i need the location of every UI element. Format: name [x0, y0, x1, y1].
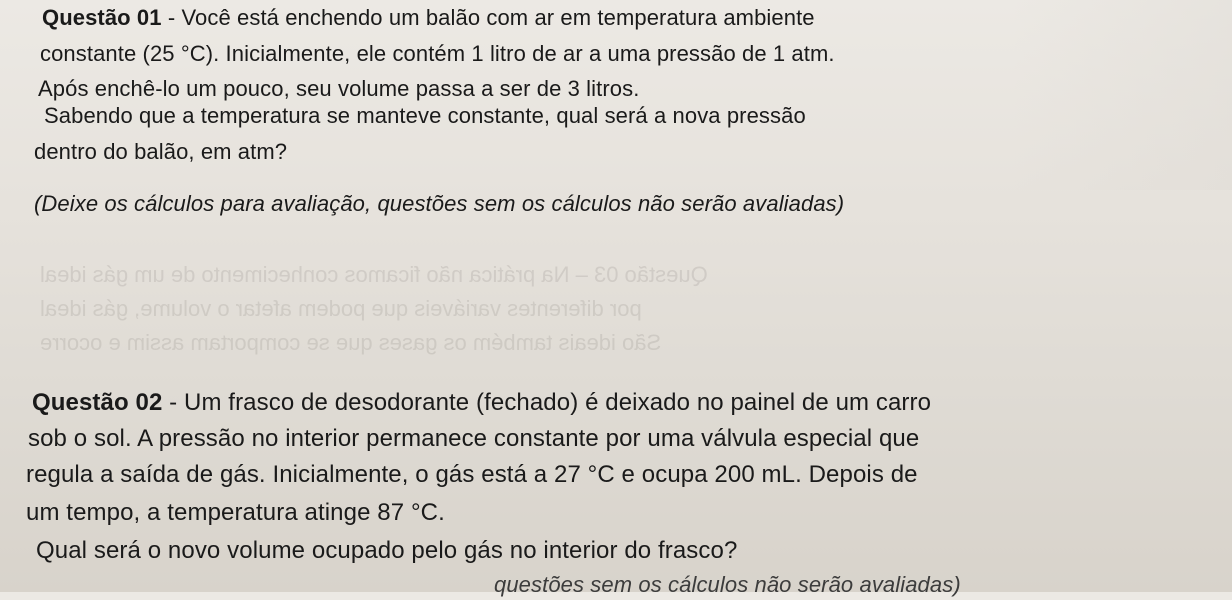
- bleed-through-text: São ideais também os gases que se comportam assim e ocorre: [40, 330, 662, 355]
- question-1-line-1: [42, 4, 815, 32]
- question-2-line-5: Qual será o novo volume ocupado pelo gás no interior do frasco?: [36, 537, 738, 564]
- question-2-heading: Questão 02: [32, 389, 163, 416]
- question-2-text: - Um frasco de desodorante (fechado) é deixado no painel de um carro: [162, 389, 932, 416]
- question-1-line-5: dentro do balão, em atm?: [34, 139, 288, 164]
- question-2-line-4: um tempo, a temperatura atinge 87 °C.: [26, 499, 445, 526]
- bleed-through-text: por diferentes variáveis que podem afetar o volume, gás ideal: [40, 296, 642, 321]
- question-1-line-2: constante (25 °C). Inicialmente, ele contém 1 litro de ar a uma pressão de 1 atm.: [40, 41, 835, 66]
- question-2-line-3: regula a saída de gás. Inicialmente, o gás está a 27 °C e ocupa 200 mL. Depois de: [26, 461, 918, 488]
- bleed-through-text: Questão 03 – Na prática não ficamos conhecimento de um gás ideal: [40, 262, 708, 287]
- question-2-line-2: sob o sol. A pressão no interior permanece constante por uma válvula especial que: [28, 425, 920, 452]
- question-1-instruction: (Deixe os cálculos para avaliação, questões sem os cálculos não serão avaliadas): [34, 191, 845, 216]
- page-shading: [1012, 0, 1232, 190]
- question-1-heading: Questão 01: [42, 5, 162, 30]
- question-1-text: - Você está enchendo um balão com ar em temperatura ambiente: [161, 5, 815, 30]
- question-1-line-3: Após enchê-lo um pouco, seu volume passa a ser de 3 litros.: [38, 76, 640, 101]
- question-2-instruction-partial: questões sem os cálculos não serão avaliadas): [494, 572, 961, 597]
- question-1-line-4: Sabendo que a temperatura se manteve constante, qual será a nova pressão: [44, 103, 806, 128]
- question-2-line-1: [32, 388, 931, 418]
